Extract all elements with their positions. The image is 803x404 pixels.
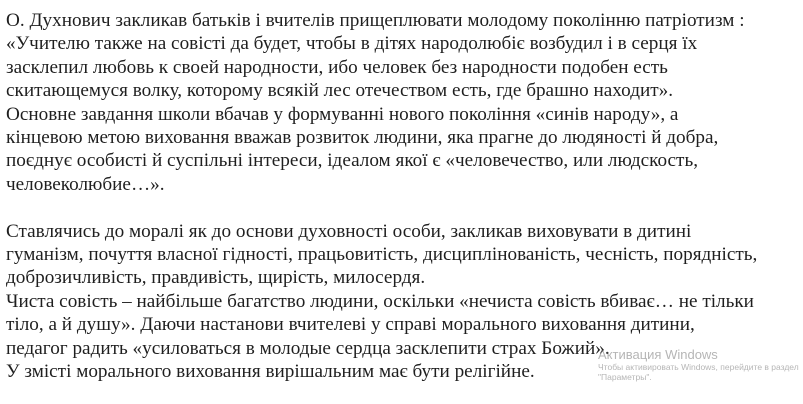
text-line: Основне завдання школи вбачав у формуванні нового покоління «синів народу», а (6, 103, 679, 125)
paragraph-spacer (6, 196, 797, 219)
text-line: человеколюбие…». (6, 173, 165, 195)
text-line: гуманізм, почуття власної гідності, працьовитість, дисциплінованість, чесність, порядність, (6, 244, 758, 266)
text-line: засклепил любовь к своей народности, ибо человек без народности подобен есть (6, 56, 668, 78)
text-line: доброзичливість, правдивість, щирість, милосердя. (6, 267, 426, 289)
text-line: У змісті морального виховання вирішальним має бути релігійне. (6, 361, 535, 383)
watermark-subtitle-line2: "Параметры". (598, 372, 652, 382)
watermark-subtitle-line1: Чтобы активировать Windows, перейдите в раздел (598, 362, 799, 372)
text-line: «Учителю также на совісті да будет, чтобы в дітях народолюбіє возбудил і в серця їх (6, 33, 698, 55)
text-line: О. Духнович закликав батьків і вчителів прищеплювати молодому поколінню патріотизм : (6, 10, 745, 31)
text-line: педагог радить «усиловаться в молодые сердца засклепити страх Божий». (6, 337, 610, 359)
text-line: кінцевою метою виховання вважав розвиток людини, яка прагне до людяності й добра, (6, 127, 719, 149)
paragraph-2 (6, 220, 797, 384)
watermark-title: Активация Windows (598, 347, 718, 362)
text-line: поєднує особисті й суспільні інтереси, ідеалом якої є «человечество, или людскость, (6, 150, 698, 172)
text-line: Чиста совість – найбільше багатство людини, оскільки «нечиста совість вбиває… не тільки (6, 290, 754, 312)
text-line: тіло, а й душу». Даючи настанови вчителеві у справі морального виховання дитини, (6, 314, 695, 336)
text-line: Ставлячись до моралі як до основи духовності особи, закликав виховувати в дитині (6, 220, 692, 242)
text-line: скитающемуся волку, которому всякій лес отечеством есть, где брашно находит». (6, 80, 673, 102)
paragraph-1 (6, 9, 797, 196)
